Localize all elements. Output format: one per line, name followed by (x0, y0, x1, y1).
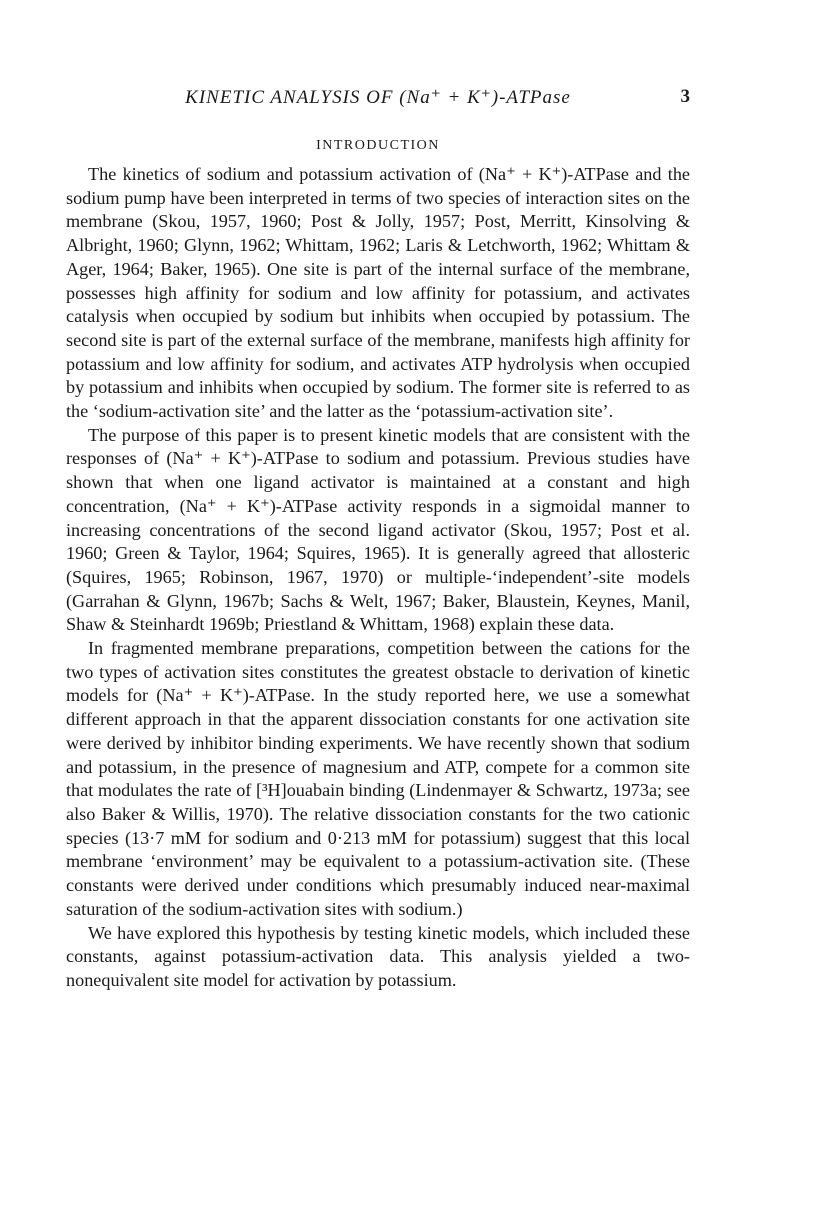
running-title: KINETIC ANALYSIS OF (Na⁺ + K⁺)-ATPase (185, 87, 571, 108)
body-text (66, 163, 690, 993)
paragraph-1: The kinetics of sodium and potassium activation of (Na⁺ + K⁺)-ATPase and the sodium pump have been interpreted in terms of two species of interaction sites on the membrane (Skou, 1957, 1960; Post & Jolly, 1957; Post, Merritt, Kinsolving & Albright, 1960; Glynn, 1962; Whittam, 1962; Laris & Letchworth, 1962; Whittam & Ager, 1964; Baker, 1965). One site is part of the internal surface of the membrane, possesses high affinity for sodium and low affinity for potassium, and activates catalysis when occupied by sodium but inhibits when occupied by potassium. The second site is part of the external surface of the membrane, manifests high affinity for potassium and low affinity for sodium, and activates ATP hydrolysis when occupied by potassium and inhibits when occupied by sodium. The former site is referred to as the ‘sodium-activation site’ and the latter as the ‘potassium-activation site’. (66, 164, 690, 422)
paragraph-3: In fragmented membrane preparations, competition between the cations for the two types of activation sites constitutes the greatest obstacle to derivation of kinetic models for (Na⁺ + K⁺)-ATPase. In the study reported here, we use a somewhat different approach in that the apparent dissociation constants for one activation site were derived by inhibitor binding experiments. We have recently shown that sodium and potassium, in the presence of magnesium and ATP, compete for a common site that modulates the rate of [³H]ouabain binding (Lindenmayer & Schwartz, 1973a; see also Baker & Willis, 1970). The relative dissociation constants for the two cationic species (13·7 mM for sodium and 0·213 mM for potassium) suggest that this local membrane ‘environment’ may be equivalent to a potassium-activation site. (These constants were derived under conditions which presumably induced near-maximal saturation of the sodium-activation sites with sodium.) (66, 638, 690, 919)
paragraph-4: We have explored this hypothesis by testing kinetic models, which included these constants, against potassium-activation data. This analysis yielded a two-nonequivalent site model for activation by potassium. (66, 922, 690, 990)
paragraph-2: The purpose of this paper is to present kinetic models that are consistent with the responses of (Na⁺ + K⁺)-ATPase to sodium and potassium. Previous studies have shown that when one ligand activator is maintained at a constant and high concentration, (Na⁺ + K⁺)-ATPase activity responds in a sigmoidal manner to increasing concentrations of the second ligand activator (Skou, 1957; Post et al. 1960; Green & Taylor, 1964; Squires, 1965). It is generally agreed that allosteric (Squires, 1965; Robinson, 1967, 1970) or multiple-‘independent’-site models (Garrahan & Glynn, 1967b; Sachs & Welt, 1967; Baker, Blaustein, Keynes, Manil, Shaw & Steinhardt 1969b; Priestland & Whittam, 1968) explain these data. (66, 424, 690, 635)
running-head (66, 86, 690, 112)
page-number: 3 (680, 86, 690, 107)
section-heading: INTRODUCTION (316, 138, 440, 153)
